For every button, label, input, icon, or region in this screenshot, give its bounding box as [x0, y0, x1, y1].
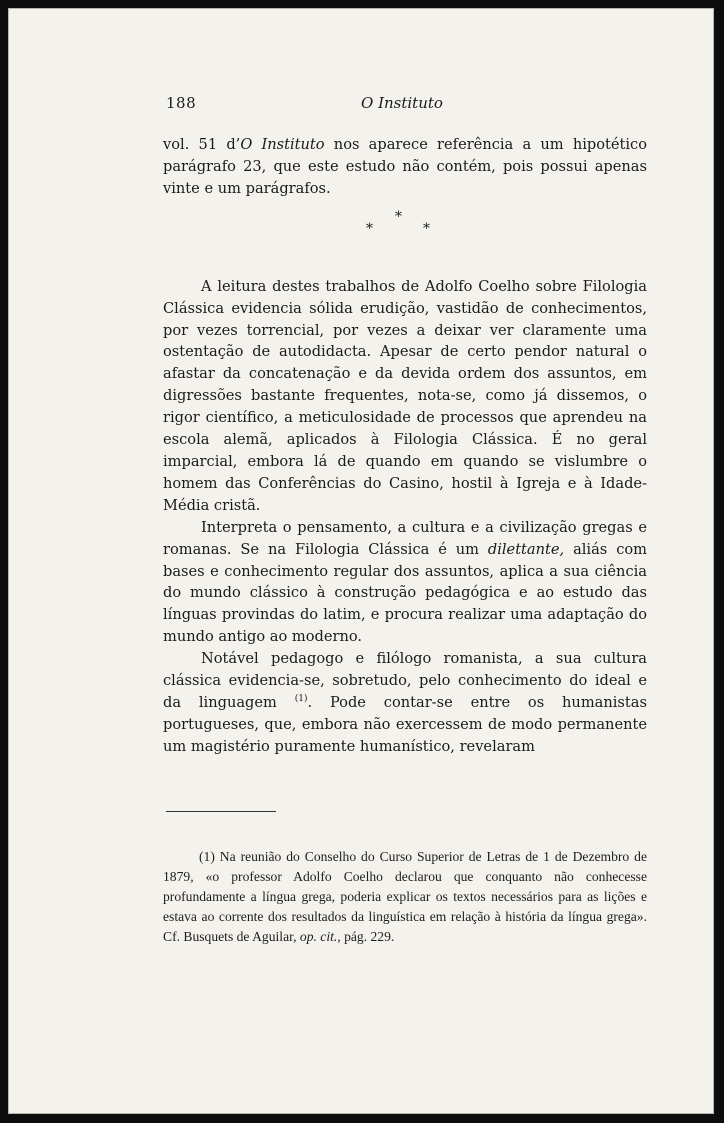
footnote-text-a: Na reunião do Conselho do Curso Superior de Letras de 1 de Dezembro de 1879, «o professor Adolfo Coelho declarou que conquanto não conhecesse profundamente a língua grega, poderia explicar os textos necessários para as lições e estava ao corrente dos resultados da linguística em relação à história da língua grega». Cf. Busquets de Aguilar,: [163, 849, 647, 944]
paragraph-4: [163, 648, 647, 758]
footnote-divider: [166, 811, 276, 812]
paragraph-2: A leitura destes trabalhos de Adolfo Coelho sobre Filologia Clássica evidencia sólida erudição, vastidão de conhecimentos, por vezes torrencial, por vezes a deixar ver claramente uma ostentação de autodidacta. Apesar de certo pendor natural o afastar da concatenação e da devida ordem dos assuntos, em digressões bastante frequentes, nota-se, como já dissemos, o rigor científico, a meticulosidade de processos que aprendeu na escola alemã, aplicados à Filologia Clássica. É no geral imparcial, embora lá de quando em quando se vislumbre o homem das Conferências do Casino, hostil à Igreja e à Idade-Média cristã.: [163, 277, 647, 514]
footnote: [163, 847, 647, 947]
paragraph-4-text-a: Notável pedagogo e filólogo romanista, a sua cultura clássica evidencia-se, sobretudo, pelo conhecimento do ideal e da linguagem: [163, 650, 647, 711]
footnote-citation-italic: op. cit.,: [299, 929, 341, 944]
paragraph-3-italic: dilettante,: [487, 540, 565, 558]
page-number: 188: [166, 94, 197, 112]
paragraph-4-text-b: . Pode contar-se entre os humanistas portugueses, que, embora não exercessem de modo permanente um magistério puramente humanístico, revelaram: [163, 693, 647, 755]
section-break-asterism: [163, 200, 647, 276]
paragraph-1-title: O Instituto: [240, 136, 325, 153]
running-title: O Instituto: [361, 94, 443, 112]
paragraph-1-text-a: vol. 51 d’: [163, 136, 241, 153]
paragraph-3-text-a: Interpreta o pensamento, a cultura e a civilização gregas e romanas. Se na Filologia Clássica é um: [163, 518, 647, 558]
footnote-paragraph: [163, 847, 647, 947]
paragraph-1: [163, 134, 647, 200]
main-text: [163, 134, 647, 758]
paragraph-3-text-b: aliás com bases e conhecimento regular dos assuntos, aplica a sua ciência do mundo clássico à construção pedagógica e ao estudo das línguas provindas do latim, e procura realizar uma adaptação do mundo antigo ao moderno.: [163, 540, 647, 646]
asterisk-right: *: [423, 220, 430, 237]
page-header: [9, 94, 713, 118]
paragraph-1-text-b: nos aparece referência a um hipotético parágrafo 23, que este estudo não contém, pois possui apenas vinte e um parágrafos.: [163, 136, 648, 197]
book-page: [8, 8, 714, 1114]
footnote-marker: (1): [199, 849, 215, 864]
asterisk-top: *: [395, 208, 402, 225]
asterisk-left: *: [366, 220, 373, 237]
footnote-reference[interactable]: (1): [294, 693, 308, 704]
footnote-text-b: pág. 229.: [340, 929, 395, 944]
paragraph-3: [163, 517, 647, 648]
